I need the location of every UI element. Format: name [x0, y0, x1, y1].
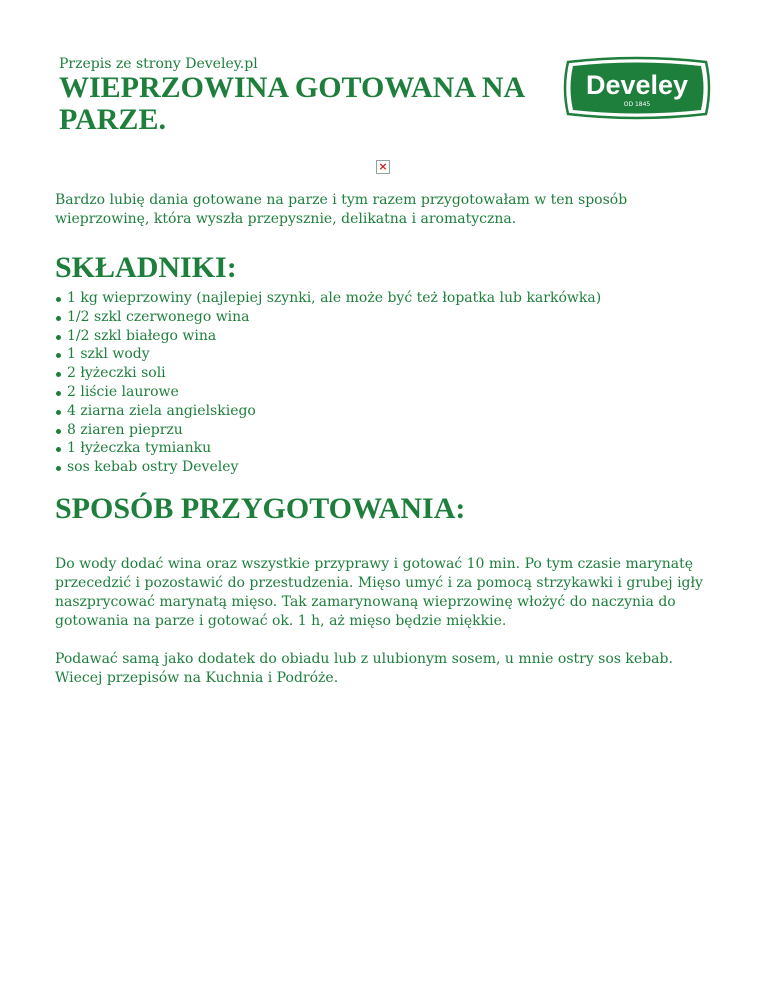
intro-paragraph: Bardzo lubię dania gotowane na parze i tym razem przygotowałam w ten sposób wieprzowinę, która wyszła przepysznie, delikatna i aromatyczna. — [55, 192, 628, 227]
broken-image-cross: × — [378, 160, 388, 173]
ingredient-item: 1/2 szkl białego wina — [55, 327, 601, 346]
recipe-title: WIEPRZOWINA GOTOWANA NA PARZE. — [59, 71, 524, 136]
ingredient-item: 1 kg wieprzowiny (najlepiej szynki, ale może być też łopatka lub karkówka) — [55, 289, 601, 308]
broken-image-icon — [376, 160, 390, 174]
ingredient-item: 1 łyżeczka tymianku — [55, 439, 601, 458]
ingredients-list — [55, 289, 601, 477]
method-heading: SPOSÓB PRZYGOTOWANIA: — [55, 492, 466, 525]
method-paragraph: Do wody dodać wina oraz wszystkie przyprawy i gotować 10 min. Po tym czasie marynatę przecedzić i pozostawić do przestudzenia. Mięso umyć i za pomocą strzykawki i grubej igły naszprycować marynatą mięso. Tak zamarynowaną wieprzowinę włożyć do naczynia do gotowania na parze i gotować ok. 1 h, aż mięso będzie miękkie. — [55, 556, 703, 629]
ingredient-item: 2 łyżeczki soli — [55, 364, 601, 383]
method-paragraph: Podawać samą jako dodatek do obiadu lub z ulubionym sosem, u mnie ostry sos kebab. — [55, 651, 673, 667]
ingredient-item: 1 szkl wody — [55, 345, 601, 364]
source-line: Przepis ze strony Develey.pl — [59, 56, 258, 72]
logo-wordmark: Develey — [585, 70, 689, 100]
method-section — [55, 555, 715, 707]
ingredients-heading: SKŁADNIKI: — [55, 251, 237, 284]
develey-logo — [562, 56, 712, 120]
more-recipes-line: Wiecej przepisów na Kuchnia i Podróże. — [55, 670, 339, 686]
logo-since-text: OD 1845 — [623, 101, 651, 108]
ingredient-item: 4 ziarna ziela angielskiego — [55, 402, 601, 421]
ingredient-item: 2 liście laurowe — [55, 383, 601, 402]
ingredient-item: sos kebab ostry Develey — [55, 458, 601, 477]
ingredient-item: 8 ziaren pieprzu — [55, 421, 601, 440]
ingredient-item: 1/2 szkl czerwonego wina — [55, 308, 601, 327]
